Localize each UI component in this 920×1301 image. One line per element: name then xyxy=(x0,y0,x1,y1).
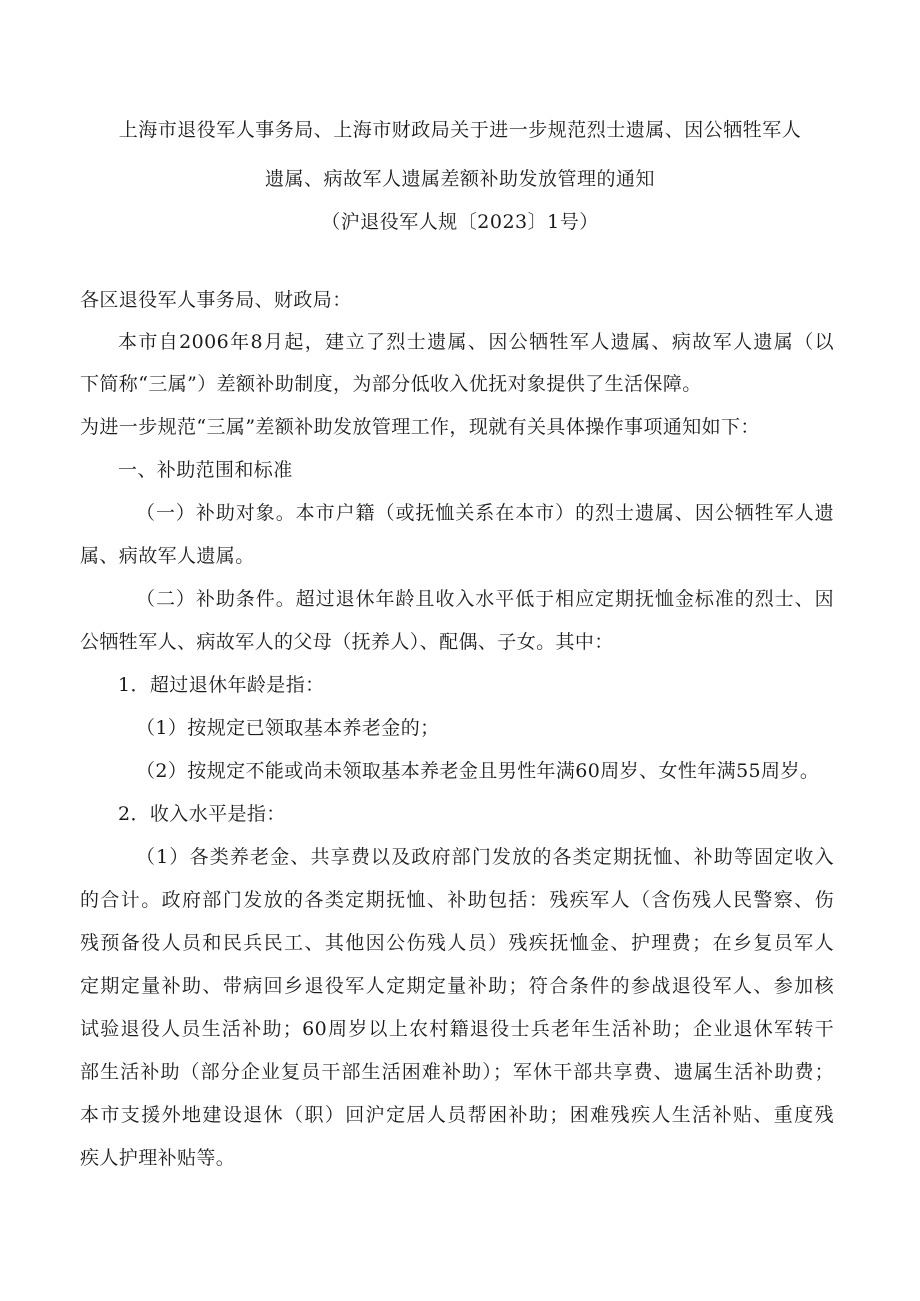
salutation: 各区退役军人事务局、财政局： xyxy=(80,289,352,311)
document-title-line-2: 遗属、病故军人遗属差额补助发放管理的通知 xyxy=(264,168,655,190)
document-number: （沪退役军人规〔2023〕1号） xyxy=(321,211,599,233)
body-line: 残预备役人员和民兵民工、其他因公伤残人员）残疾抚恤金、护理费；在乡复员军人 xyxy=(80,932,834,954)
list-item-heading: 2．收入水平是指： xyxy=(118,803,286,825)
body-line: 部生活补助（部分企业复员干部生活困难补助）；军休干部共享费、遗属生活补助费； xyxy=(80,1061,834,1083)
body-line: 疾人护理补贴等。 xyxy=(80,1147,236,1169)
body-line: 定期定量补助、带病回乡退役军人定期定量补助；符合条件的参战退役军人、参加核 xyxy=(80,975,834,997)
body-line: 的合计。政府部门发放的各类定期抚恤、补助包括：残疾军人（含伤残人民警察、伤 xyxy=(80,889,834,911)
body-line: 为进一步规范“三属”差额补助发放管理工作，现就有关具体操作事项通知如下： xyxy=(80,416,760,438)
body-line: 公牺牲军人、病故军人的父母（抚养人）、配偶、子女。其中： xyxy=(80,631,614,653)
body-line: 下简称“三属”）差额补助制度，为部分低收入优抚对象提供了生活保障。 xyxy=(80,373,702,395)
section-heading: 一、补助范围和标准 xyxy=(118,459,293,481)
body-line: 属、病故军人遗属。 xyxy=(80,545,255,567)
list-item-heading: 1．超过退休年龄是指： xyxy=(118,674,325,696)
body-line: （1）各类养老金、共享费以及政府部门发放的各类定期抚恤、补助等固定收入 xyxy=(136,846,834,868)
document-title-line-1: 上海市退役军人事务局、上海市财政局关于进一步规范烈士遗属、因公牺牲军人 xyxy=(118,119,802,141)
body-line: （二）补助条件。超过退休年龄且收入水平低于相应定期抚恤金标准的烈士、因 xyxy=(136,588,834,610)
body-line: 试验退役人员生活补助；60周岁以上农村籍退役士兵老年生活补助；企业退休军转干 xyxy=(80,1018,834,1040)
body-line: （一）补助对象。本市户籍（或抚恤关系在本市）的烈士遗属、因公牺牲军人遗 xyxy=(136,502,834,524)
body-line: 本市支援外地建设退休（职）回沪定居人员帮困补助；困难残疾人生活补贴、重度残 xyxy=(80,1104,834,1126)
list-item: （2）按规定不能或尚未领取基本养老金且男性年满60周岁、女性年满55周岁。 xyxy=(136,760,820,782)
list-item: （1）按规定已领取基本养老金的； xyxy=(136,717,440,739)
body-line: 本市自2006年8月起，建立了烈士遗属、因公牺牲军人遗属、病故军人遗属（以 xyxy=(118,331,834,353)
